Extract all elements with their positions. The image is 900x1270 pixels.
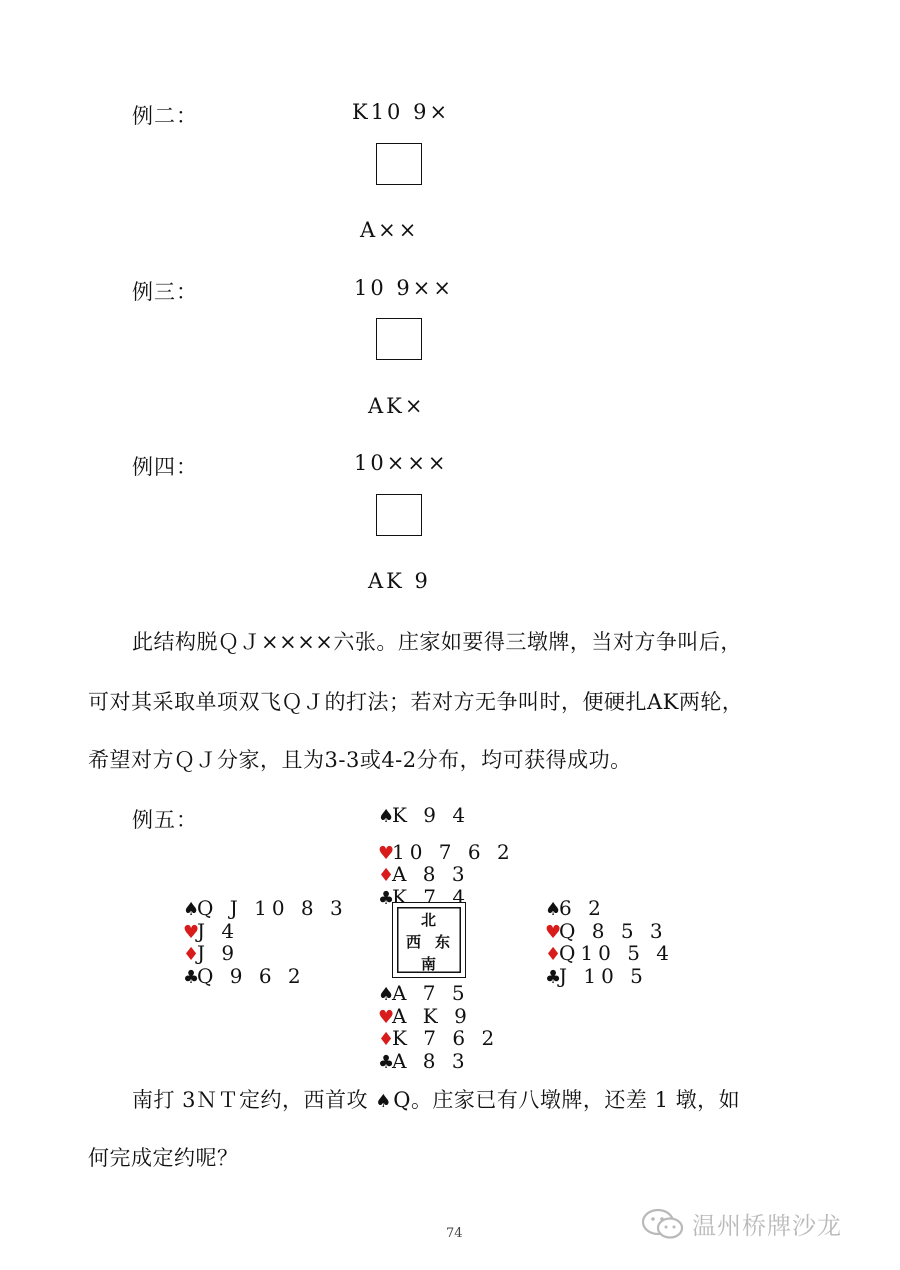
watermark-text: 温州桥牌沙龙 [692, 1212, 842, 1240]
club-icon: ♣ [183, 966, 200, 988]
paragraph-line: 可对其采取单项双飞ＱＪ的打法；若对方无争叫时，便硬扎AK两轮， [88, 690, 744, 714]
compass-south: 南 [421, 955, 437, 973]
page-number: 74 [446, 1226, 463, 1241]
table-box [376, 143, 422, 185]
north-diamonds: A 8 3 [392, 862, 470, 886]
east-spades: 6 2 [559, 896, 606, 920]
diamond-icon: ♦ [183, 944, 200, 965]
south-diamonds: K 7 6 2 [392, 1026, 500, 1050]
lead-card: Q [393, 1088, 411, 1112]
south-cards: A×× [360, 218, 420, 242]
west-hand [183, 898, 348, 988]
table-box [376, 318, 422, 360]
spade-icon: ♠ [545, 899, 562, 920]
example-label: 例四： [132, 455, 198, 479]
east-diamonds: Q10 5 4 [559, 941, 675, 965]
diamond-icon: ♦ [545, 944, 562, 965]
table-box [376, 494, 422, 536]
compass-north: 北 [421, 911, 437, 929]
south-hand [378, 983, 499, 1073]
north-hearts: 10 7 6 2 [392, 839, 515, 864]
wechat-icon [640, 1207, 686, 1241]
heart-icon: ♥ [183, 921, 200, 943]
paragraph-line: 希望对方ＱＪ分家，且为3-3或4-2分布，均可获得成功。 [88, 748, 632, 772]
north-cards: K10 9× [352, 100, 451, 124]
question-text-a: 南打 3ＮＴ定约，西首攻 [132, 1088, 376, 1112]
west-spades: Q J 10 8 3 [197, 896, 348, 920]
spade-icon: ♠ [375, 1091, 392, 1112]
west-diamonds: J 9 [197, 941, 240, 965]
spade-icon: ♠ [183, 899, 200, 920]
spade-icon: ♠ [378, 806, 395, 827]
example-label: 例五： [132, 808, 198, 832]
paragraph-line [132, 1084, 740, 1114]
north-spades: K 9 4 [392, 803, 471, 827]
compass-table [392, 902, 466, 978]
heart-icon: ♥ [378, 842, 395, 864]
north-hand [378, 805, 515, 909]
east-clubs: J 10 5 [559, 963, 648, 988]
example-label: 例三： [132, 280, 198, 304]
north-cards: 10 9×× [354, 276, 454, 300]
example-label: 例二： [132, 104, 198, 128]
west-hearts: J 4 [197, 918, 240, 943]
club-icon: ♣ [545, 966, 562, 988]
spade-icon: ♠ [378, 984, 395, 1005]
heart-icon: ♥ [545, 921, 562, 943]
south-hearts: A K 9 [392, 1003, 472, 1028]
south-cards: AK× [368, 394, 426, 418]
north-cards: 10××× [354, 451, 449, 475]
south-spades: A 7 5 [392, 981, 470, 1005]
paragraph-line: 何完成定约呢？ [88, 1146, 239, 1170]
paragraph-line: 此结构脱ＱＪ××××六张。庄家如要得三墩牌，当对方争叫后， [132, 630, 742, 654]
compass-east: 东 [435, 933, 451, 951]
north-clubs: K 7 4 [392, 884, 471, 909]
west-clubs: Q 9 6 2 [197, 963, 306, 988]
question-text-b: 。庄家已有八墩牌，还差 1 墩，如 [410, 1088, 741, 1112]
south-clubs: A 8 3 [392, 1048, 470, 1073]
south-cards: AK 9 [368, 569, 431, 593]
club-icon: ♣ [378, 1051, 395, 1073]
compass-west: 西 [406, 933, 422, 951]
watermark [640, 1206, 842, 1241]
east-hearts: Q 8 5 3 [559, 918, 668, 943]
heart-icon: ♥ [378, 1006, 395, 1028]
diamond-icon: ♦ [378, 1029, 395, 1050]
club-icon: ♣ [378, 887, 395, 909]
east-hand [545, 898, 674, 988]
diamond-icon: ♦ [378, 865, 395, 886]
